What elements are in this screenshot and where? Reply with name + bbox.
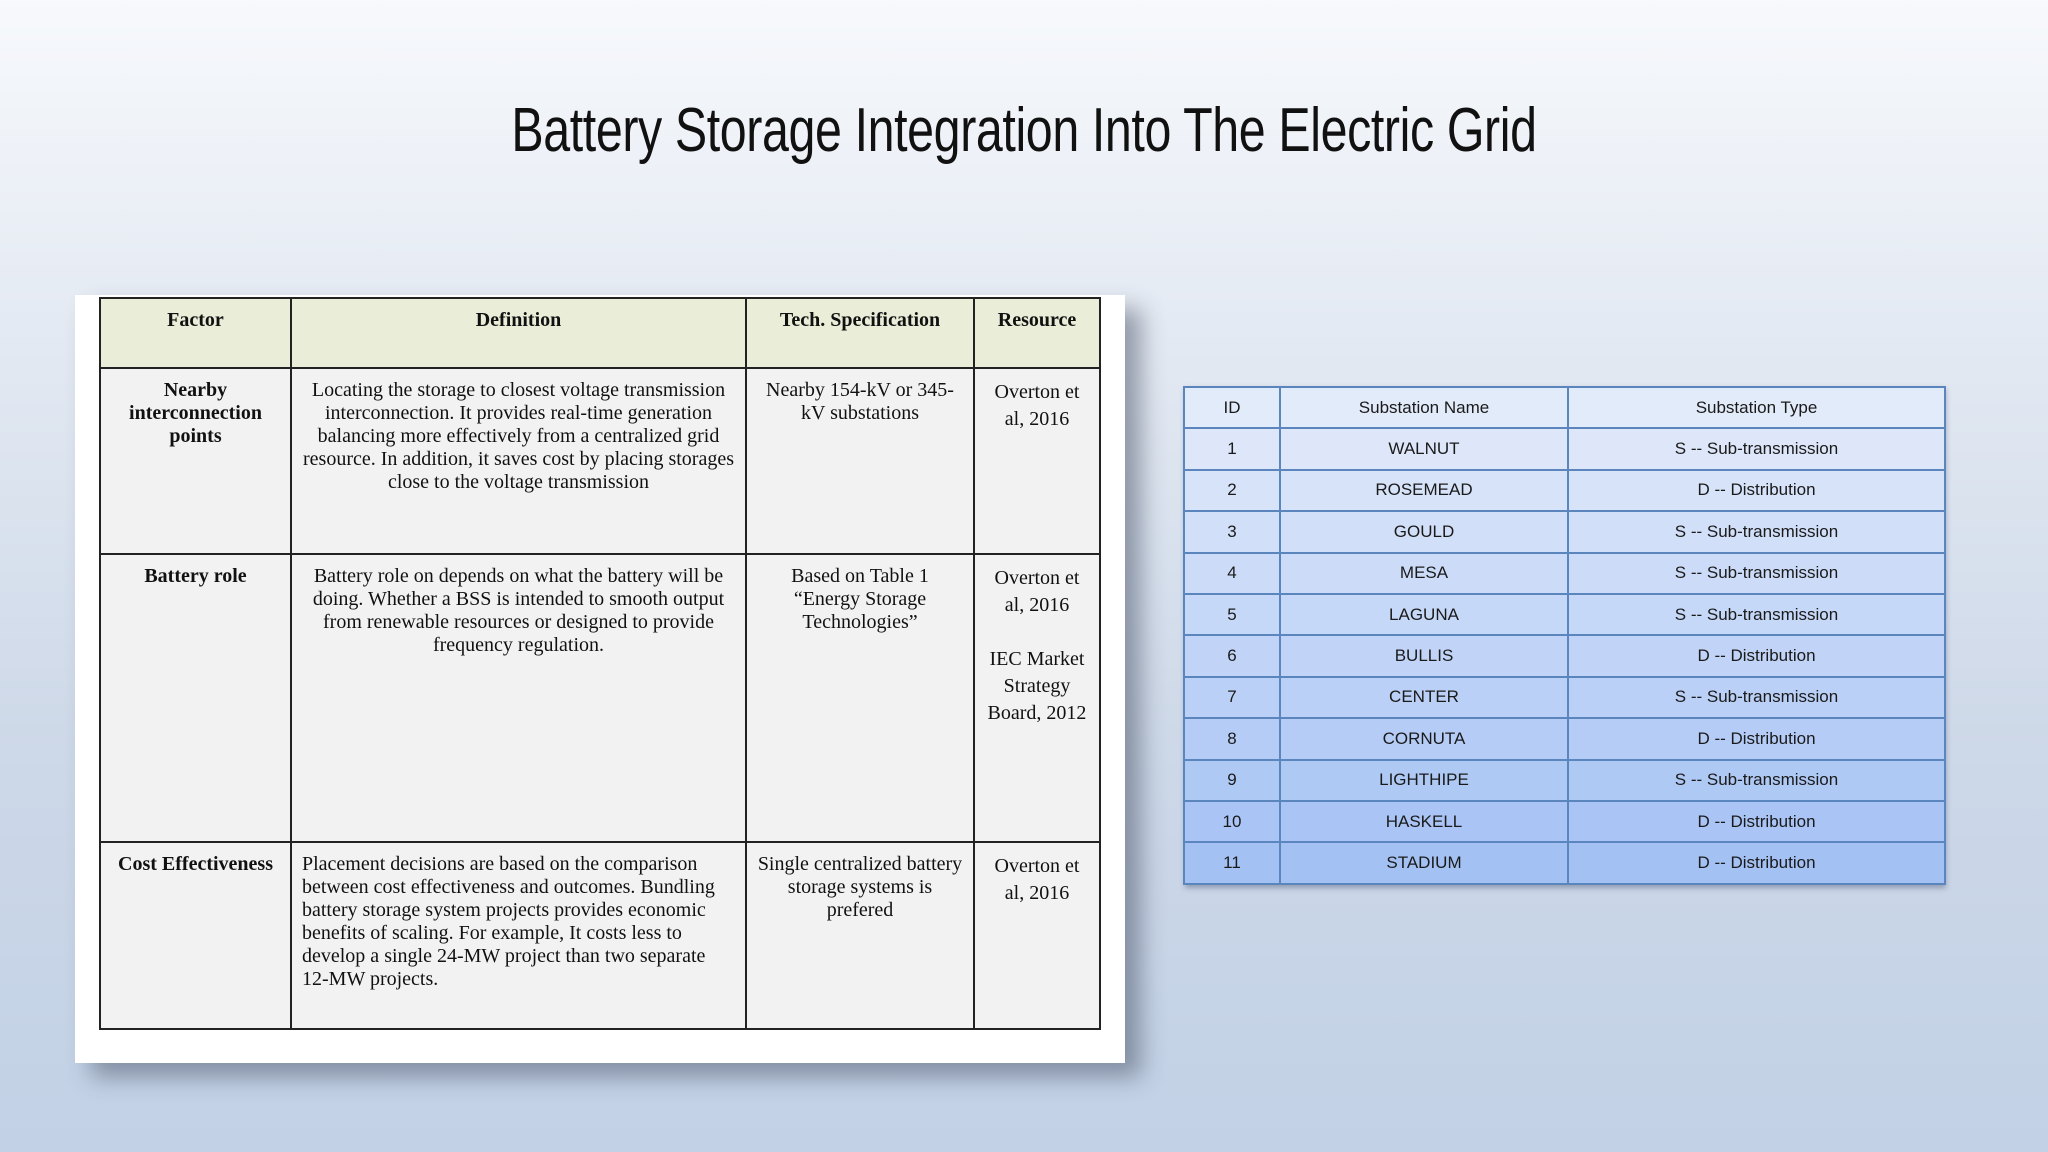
factor-table <box>99 297 1101 1030</box>
id-cell: 11 <box>1184 842 1280 883</box>
substation-name-cell: GOULD <box>1280 511 1568 552</box>
column-header-factor: Factor <box>100 298 291 368</box>
id-cell: 3 <box>1184 511 1280 552</box>
table-row <box>100 842 1100 1029</box>
resource-citation: Overton et al, 2016 <box>994 855 1080 904</box>
table-row <box>100 554 1100 842</box>
substation-name-cell: WALNUT <box>1280 428 1568 469</box>
table-row <box>1184 635 1945 676</box>
column-header-definition: Definition <box>291 298 746 368</box>
substation-type-cell: S -- Sub-transmission <box>1568 553 1945 594</box>
factor-table-card <box>75 295 1125 1063</box>
table-row <box>1184 428 1945 469</box>
id-cell: 5 <box>1184 594 1280 635</box>
id-cell: 7 <box>1184 677 1280 718</box>
substation-table-card <box>1183 386 1944 885</box>
spec-cell: Nearby 154-kV or 345-kV substations <box>746 368 974 554</box>
table-row <box>1184 470 1945 511</box>
column-header-resource: Resource <box>974 298 1100 368</box>
resource-cell <box>974 842 1100 1029</box>
factor-cell: Battery role <box>100 554 291 842</box>
table-row <box>1184 842 1945 883</box>
substation-type-cell: D -- Distribution <box>1568 470 1945 511</box>
id-cell: 4 <box>1184 553 1280 594</box>
resource-citation: Overton et al, 2016 <box>994 567 1080 616</box>
substation-name-cell: LIGHTHIPE <box>1280 760 1568 801</box>
substation-name-cell: CENTER <box>1280 677 1568 718</box>
substation-table <box>1183 386 1946 885</box>
substation-name-cell: STADIUM <box>1280 842 1568 883</box>
substation-type-cell: D -- Distribution <box>1568 801 1945 842</box>
substation-header-row <box>1184 387 1945 428</box>
id-cell: 6 <box>1184 635 1280 676</box>
table-row <box>1184 594 1945 635</box>
substation-type-cell: D -- Distribution <box>1568 718 1945 759</box>
resource-cell <box>974 368 1100 554</box>
slide-title: Battery Storage Integration Into The Electric Grid <box>511 96 1537 165</box>
table-row <box>1184 553 1945 594</box>
column-header-tech-specification: Tech. Specification <box>746 298 974 368</box>
definition-cell: Locating the storage to closest voltage transmission interconnection. It provides real-time generation balancing more effectively from a centralized grid resource. In addition, it saves cost by placing storages close to the voltage transmission <box>291 368 746 554</box>
id-cell: 10 <box>1184 801 1280 842</box>
column-header-id: ID <box>1184 387 1280 428</box>
substation-name-cell: CORNUTA <box>1280 718 1568 759</box>
id-cell: 2 <box>1184 470 1280 511</box>
table-row <box>1184 760 1945 801</box>
substation-type-cell: S -- Sub-transmission <box>1568 677 1945 718</box>
spec-cell: Based on Table 1 “Energy Storage Technologies” <box>746 554 974 842</box>
table-row <box>1184 801 1945 842</box>
substation-name-cell: MESA <box>1280 553 1568 594</box>
substation-type-cell: S -- Sub-transmission <box>1568 760 1945 801</box>
spec-cell: Single centralized battery storage systems is prefered <box>746 842 974 1029</box>
substation-type-cell: S -- Sub-transmission <box>1568 594 1945 635</box>
resource-citation: Overton et al, 2016 <box>994 381 1080 430</box>
substation-name-cell: ROSEMEAD <box>1280 470 1568 511</box>
substation-name-cell: HASKELL <box>1280 801 1568 842</box>
id-cell: 1 <box>1184 428 1280 469</box>
table-row <box>1184 718 1945 759</box>
definition-cell: Placement decisions are based on the comparison between cost effectiveness and outcomes. Bundling battery storage system projects provides economic benefits of scaling. For example, It costs less to develop a single 24-MW project than two separate 12-MW projects. <box>291 842 746 1029</box>
column-header-substation-type: Substation Type <box>1568 387 1945 428</box>
resource-citation: IEC Market Strategy Board, 2012 <box>987 648 1087 724</box>
substation-type-cell: D -- Distribution <box>1568 842 1945 883</box>
table-row <box>100 368 1100 554</box>
definition-cell: Battery role on depends on what the battery will be doing. Whether a BSS is intended to smooth output from renewable resources or designed to provide frequency regulation. <box>291 554 746 842</box>
substation-name-cell: BULLIS <box>1280 635 1568 676</box>
id-cell: 8 <box>1184 718 1280 759</box>
table-row <box>1184 511 1945 552</box>
id-cell: 9 <box>1184 760 1280 801</box>
resource-cell <box>974 554 1100 842</box>
factor-cell: Nearby interconnection points <box>100 368 291 554</box>
column-header-substation-name: Substation Name <box>1280 387 1568 428</box>
substation-type-cell: S -- Sub-transmission <box>1568 511 1945 552</box>
substation-name-cell: LAGUNA <box>1280 594 1568 635</box>
substation-type-cell: D -- Distribution <box>1568 635 1945 676</box>
factor-cell: Cost Effectiveness <box>100 842 291 1029</box>
substation-type-cell: S -- Sub-transmission <box>1568 428 1945 469</box>
table-row <box>1184 677 1945 718</box>
factor-table-header-row <box>100 298 1100 368</box>
